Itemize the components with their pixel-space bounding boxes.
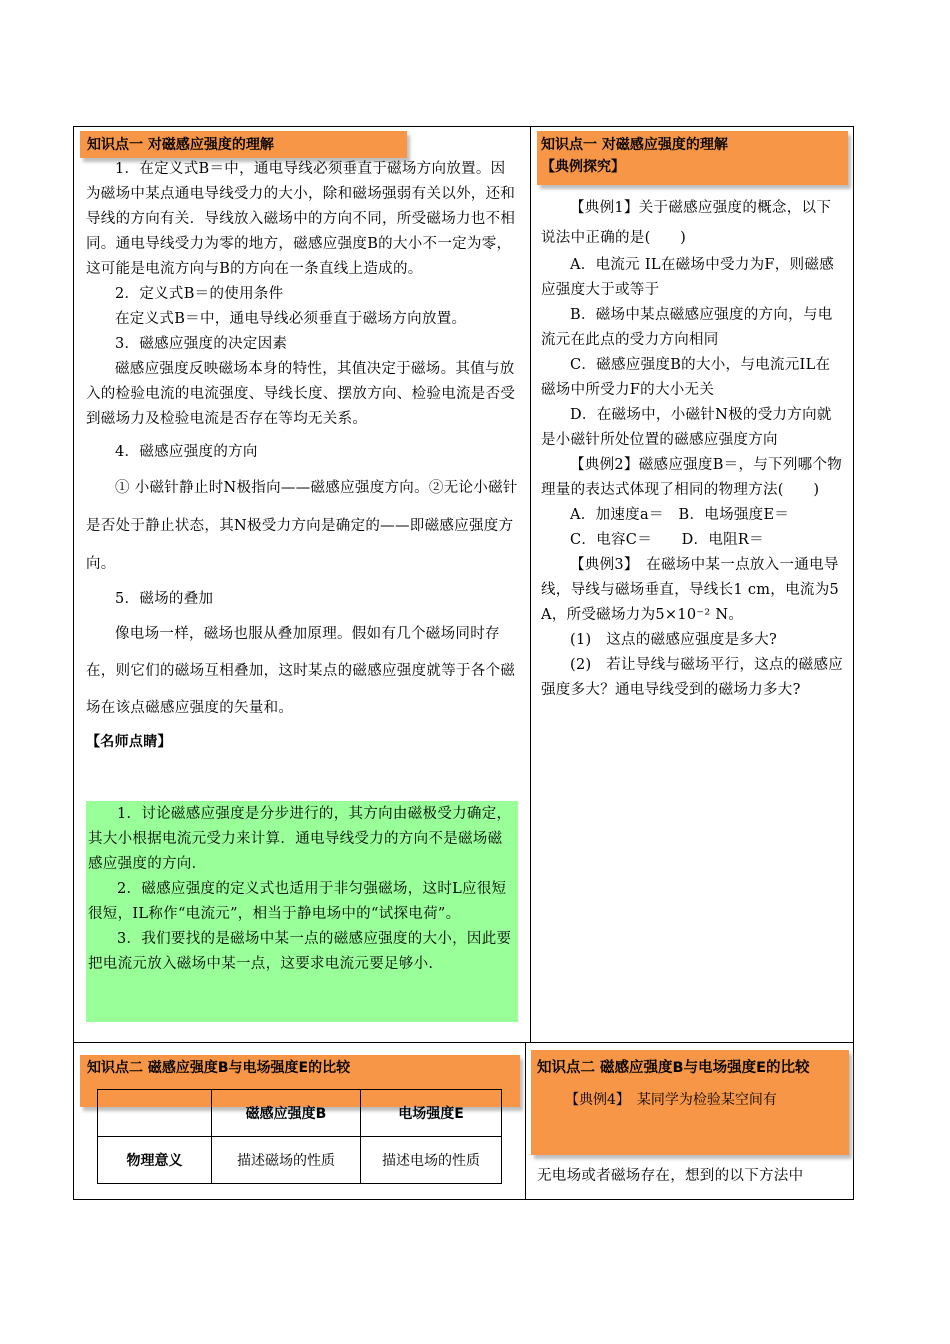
header-empty-cell: [98, 1090, 212, 1137]
example-3-question: 【典例3】 在磁场中某一点放入一通电导线，导线与磁场垂直，导线长1 cm，电流为5 A，所受磁场力为5×10⁻² N。: [541, 557, 840, 623]
header-magnetic-b: 磁感应强度B: [212, 1090, 361, 1137]
right-top-content: [541, 193, 844, 703]
example-4-start: 【典例4】 某同学为检验某空间有: [565, 1092, 777, 1108]
cell-electric-description: 描述电场的性质: [361, 1137, 502, 1184]
point-3-heading: 3．磁感应强度的决定因素: [115, 336, 288, 352]
point-4-heading: 4．磁感应强度的方向: [115, 444, 258, 460]
example-2-options-ab: A．加速度a＝ B．电场强度E＝: [570, 507, 790, 523]
right-banner-1-title: 知识点一 对磁感应强度的理解: [541, 137, 728, 153]
top-column-divider: [530, 126, 531, 1043]
point-5-heading: 5．磁场的叠加: [115, 591, 214, 607]
tip-1: 1．讨论磁感应强度是分步进行的，其方向由磁极受力确定，其大小根据电流元受力来计算．通电导线受力的方向不是磁场磁感应强度的方向．: [88, 806, 512, 872]
example-3-part-1: (1) 这点的磁感应强度是多大?: [570, 632, 778, 648]
point-3-text: 磁感应强度反映磁场本身的特性，其值决定于磁场。其值与放入的检验电流的电流强度、导线长度、摆放方向、检验电流是否受到磁场力及检验电流是否存在等均无关系。: [86, 361, 516, 427]
tips-heading: 【名师点睛】: [86, 734, 172, 750]
example-1-question: 【典例1】关于磁感应强度的概念，以下说法中正确的是( ): [541, 200, 832, 246]
point-2-heading: 2．定义式B＝的使用条件: [115, 286, 284, 302]
tips-box: [86, 801, 518, 1022]
table-header-row: [98, 1090, 502, 1137]
example-heading: 【典例探究】: [541, 159, 625, 175]
row-divider: [73, 1042, 854, 1043]
row-label-physical-meaning: 物理意义: [98, 1137, 212, 1184]
point-4-text: ① 小磁针静止时N极指向——磁感应强度方向。②无论小磁针是否处于静止状态，其N极受力方向是确定的——即磁感应强度方向。: [86, 480, 518, 572]
example-2-options-cd: C．电容C＝ D．电阻R＝: [570, 532, 764, 548]
left-knowledge-banner-2: 知识点二 磁感应强度B与电场强度E的比较: [80, 1055, 520, 1107]
bottom-column-divider: [525, 1042, 526, 1200]
cell-magnetic-description: 描述磁场的性质: [212, 1137, 361, 1184]
header-electric-e: 电场强度E: [361, 1090, 502, 1137]
left-knowledge-banner-1: 知识点一 对磁感应强度的理解: [80, 131, 407, 158]
example-1-option-b: B．磁场中某点磁感应强度的方向，与电流元在此点的受力方向相同: [541, 307, 833, 348]
point-2-text: 在定义式B＝中，通电导线必须垂直于磁场方向放置。: [115, 311, 467, 327]
tip-3: 3．我们要找的是磁场中某一点的磁感应强度的大小，因此要把电流元放入磁场中某一点，这要求电流元要足够小.: [88, 931, 512, 972]
left-top-content: [86, 157, 520, 757]
point-5-text: 像电场一样，磁场也服从叠加原理。假如有几个磁场同时存在，则它们的磁场互相叠加，这时某点的磁感应强度就等于各个磁场在该点磁感应强度的矢量和。: [86, 626, 516, 716]
right-banner-2-title: 知识点二 磁感应强度B与电场强度E的比较: [537, 1060, 810, 1076]
example-4-continued: 无电场或者磁场存在，想到的以下方法中: [537, 1168, 804, 1184]
example-3-part-2: (2) 若让导线与磁场平行，这点的磁感应强度多大？通电导线受到的磁场力多大?: [541, 657, 844, 698]
example-1-option-c: C．磁感应强度B的大小，与电流元IL在磁场中所受力F的大小无关: [541, 357, 831, 398]
right-knowledge-banner-2: [531, 1050, 849, 1155]
example-1-option-d: D．在磁场中，小磁针N极的受力方向就是小磁针所处位置的磁感应强度方向: [541, 407, 832, 448]
comparison-table: [97, 1089, 502, 1184]
example-2-question: 【典例2】磁感应强度B＝，与下列哪个物理量的表达式体现了相同的物理方法( ): [541, 457, 843, 498]
point-1-text: 1．在定义式B＝中，通电导线必须垂直于磁场方向放置。因为磁场中某点通电导线受力的大小，除和磁场强弱有关以外，还和导线的方向有关．导线放入磁场中的方向不同，所受磁场力也不相同。通电导线受力为零的地方，磁感应强度B的大小不一定为零，这可能是电流方向与B的方向在一条直线上造成的。: [86, 161, 516, 277]
tip-2: 2．磁感应强度的定义式也适用于非匀强磁场，这时L应很短很短，IL称作“电流元”，相当于静电场中的“试探电荷”。: [88, 881, 507, 922]
right-knowledge-banner-1: [537, 131, 848, 185]
example-1-option-a: A．电流元 IL在磁场中受力为F，则磁感应强度大于或等于: [541, 257, 834, 298]
table-row: [98, 1137, 502, 1184]
